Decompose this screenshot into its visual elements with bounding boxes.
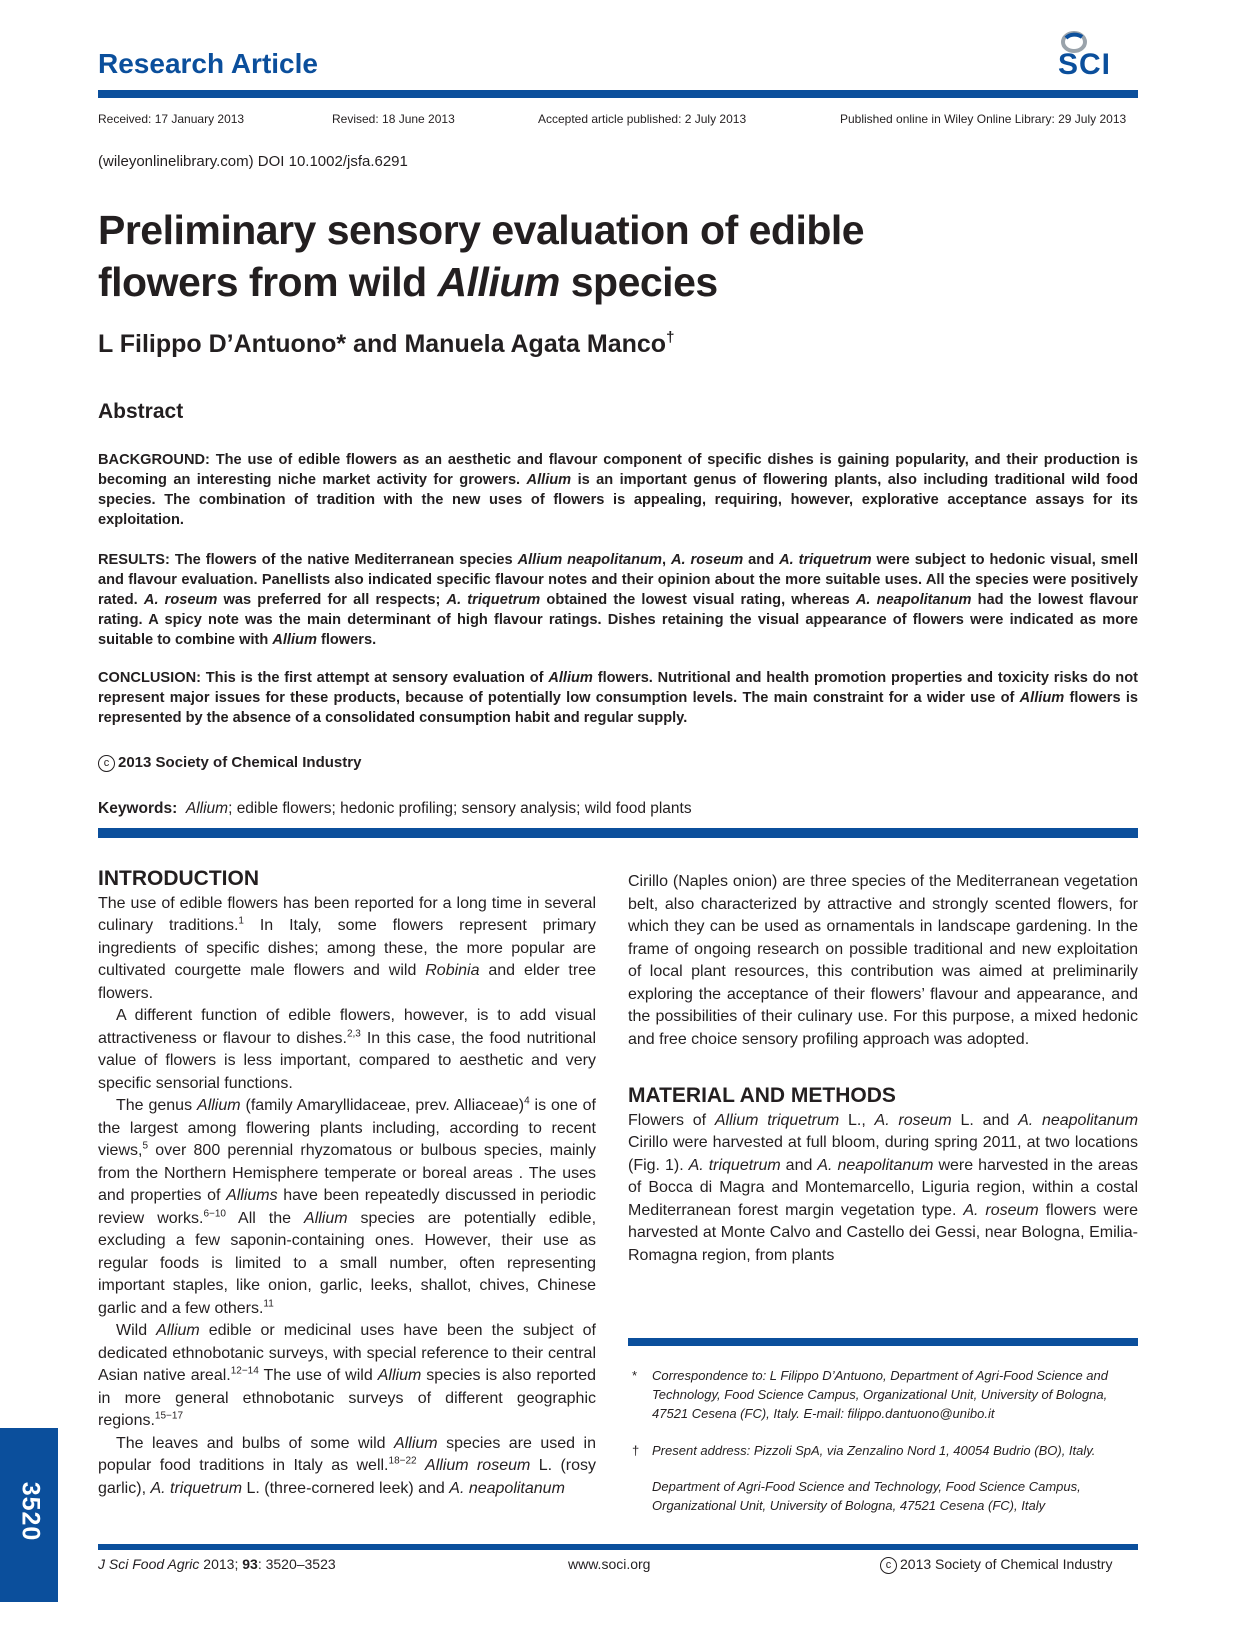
article-title: Preliminary sensory evaluation of edible flowers from wild Allium species <box>98 207 865 305</box>
author-2: Manuela Agata Manco <box>404 330 667 358</box>
footer-copyright: c 2013 Society of Chemical Industry <box>880 1556 1112 1574</box>
published-date: Published online in Wiley Online Library: 29 July 2013 <box>840 112 1127 126</box>
intro-paragraph-2: A different function of edible flowers, however, is to add visual attractiveness or flavour to dishes.$^{2,3}$ In this case, the food nutritional value of flowers is less important, compared to aesthetic and very specific sensorial functions. <box>98 1007 596 1092</box>
abstract-results: RESULTS: The flowers of the native Mediterranean species Allium neapolitanum, A. roseum and A. triquetrum were subject to hedonic visual, smell and flavour evaluation. Panellists also indicated specific flavour notes and their opinion about the more suitable uses. All the species were positively rated. A. roseum was preferred for all respects; A. triquetrum obtained the lowest visual rating, whereas A. neapolitanum had the lowest flavour rating. A spicy note was the main determinant of high flavour ratings. Dishes retaining the visual appearance of flowers were indicated as more suitable to combine with Allium flowers. <box>98 552 1139 648</box>
accepted-date: Accepted article published: 2 July 2013 <box>538 112 747 126</box>
abstract-copyright: c 2013 Society of Chemical Industry <box>98 754 361 772</box>
footnote-rule <box>628 1338 1138 1346</box>
sci-logo <box>1052 28 1136 84</box>
methods-heading: MATERIAL AND METHODS <box>628 1084 896 1107</box>
intro-paragraph-4: Wild Allium edible or medicinal uses have been the subject of dedicated ethnobotanic surveys, with special reference to their central Asian native areal.$^{12-14}$ The use of wild Allium species is also reported in more general ethnobotanic surveys of different geographic regions.$^{15-17}$ <box>98 1322 596 1429</box>
abstract-conclusion: CONCLUSION: This is the first attempt at sensory evaluation of Allium flowers. Nutritional and health promotion properties and toxicity risks do not represent major issues for these products, because of potentially low consumption levels. The main constraint for a wider use of Allium flowers is represented by the absence of a consolidated consumption habit and regular supply. <box>98 670 1138 726</box>
revised-date: Revised: 18 June 2013 <box>332 112 455 126</box>
intro-paragraph-1: The use of edible flowers has been reported for a long time in several culinary traditions.$^1$ In Italy, some flowers represent primary ingredients of specific dishes; among these, the more popular are cultivated courgette male flowers and wild Robinia and elder tree flowers. <box>98 894 596 1002</box>
methods-paragraph-1: Flowers of Allium triquetrum L., A. roseum L. and A. neapolitanum Cirillo were harvested at full bloom, during spring 2011, at two locations (Fig. 1). A. triquetrum and A. neapolitanum were harvested in the areas of Bocca di Magra and Montemarcello, Liguria region, within a costal Mediterranean forest margin vegetation type. A. roseum flowers were harvested at Monte Calvo and Castello dei Gessi, near Bologna, Emilia-Romagna region, from plants <box>628 1111 1139 1264</box>
website-link[interactable]: www.soci.org <box>568 1556 651 1572</box>
copyright-icon: c <box>880 1557 897 1574</box>
left-column <box>98 868 596 1500</box>
author-1: L Filippo D’Antuono <box>98 330 337 358</box>
correspondence-footnote: * Correspondence to: L Filippo D’Antuono, Department of Agri-Food Science and Technology, Food Science Campus, Organizational Unit, University of Bologna, 47521 Cesena (FC), Italy. E-mail: filippo.dantuono@unibo.it <box>632 1368 1108 1421</box>
right-column <box>628 871 1138 1267</box>
affiliation-footnote: Department of Agri-Food Science and Technology, Food Science Campus, Organizational Unit, University of Bologna, 47521 Cesena (FC), Italy <box>652 1479 1081 1513</box>
page-number: 3520 <box>16 1481 45 1542</box>
logo-text: SCI <box>1058 48 1112 81</box>
abstract-background: BACKGROUND: The use of edible flowers as an aesthetic and flavour component of specific dishes is gaining popularity, and their production is becoming an interesting niche market activity for growers. Allium is an important genus of flowering plants, also including traditional wild food species. The combination of tradition with the new uses of flowers is appealing, requiring, however, explorative acceptance assays for its exploitation. <box>98 452 1138 528</box>
present-address-footnote: † Present address: Pizzoli SpA, via Zenzalino Nord 1, 40054 Budrio (BO), Italy. <box>632 1443 1096 1458</box>
intro-paragraph-5: The leaves and bulbs of some wild Allium species are used in popular food traditions in Italy as well.$^{18-22}$ Allium roseum L. (rosy garlic), A. triquetrum L. (three-cornered leek) and A. neapolitanum <box>98 1434 597 1497</box>
copyright-icon: c <box>98 755 115 772</box>
authors: L Filippo D’Antuono* and Manuela Agata Manco† <box>98 329 675 358</box>
intro-paragraph-6: Cirillo (Naples onion) are three species of the Mediterranean vegetation belt, also characterized by attractive and strongly scented flowers, for which they can be used as ornamentals in landscape gardening. In the frame of ongoing research on possible traditional and new exploitation of local plant resources, this contribution was aimed at preliminarily exploring the acceptance of their flowers’ flavour and appearance, and the possibilities of their culinary use. For this purpose, a mixed hedonic and free choice sensory profiling approach was adopted. <box>628 873 1138 1048</box>
introduction-heading: INTRODUCTION <box>98 867 259 890</box>
abstract-rule <box>98 828 1138 838</box>
intro-paragraph-3: The genus Allium (family Amaryllidaceae, prev. Alliaceae)$^4$ is one of the largest among flowering plants including, according to recent views,$^5$ over 800 perennial rhyzomatous or bulbous species, mainly from the Northern Hemisphere temperate or boreal areas . The uses and properties of Alliums have been repeatedly discussed in periodic review works.$^{6-10}$ All the Allium species are potentially edible, excluding a few saponin-containing ones. However, their use as regular foods is limited to a small number, often representing important staples, like onion, garlic, leeks, shallot, chives, Chinese garlic and a few others.$^{11}$ <box>98 1095 597 1317</box>
journal-citation: J Sci Food Agric 2013; 93: 3520–3523 <box>98 1556 336 1572</box>
section-label: Research Article <box>98 48 318 79</box>
received-date: Received: 17 January 2013 <box>98 112 245 126</box>
keywords: Keywords: Allium; edible flowers; hedonic profiling; sensory analysis; wild food plants <box>98 800 692 817</box>
footer-rule <box>98 1544 1138 1550</box>
header-rule <box>98 90 1138 98</box>
abstract-heading: Abstract <box>98 400 184 423</box>
doi: (wileyonlinelibrary.com) DOI 10.1002/jsfa.6291 <box>98 153 408 170</box>
